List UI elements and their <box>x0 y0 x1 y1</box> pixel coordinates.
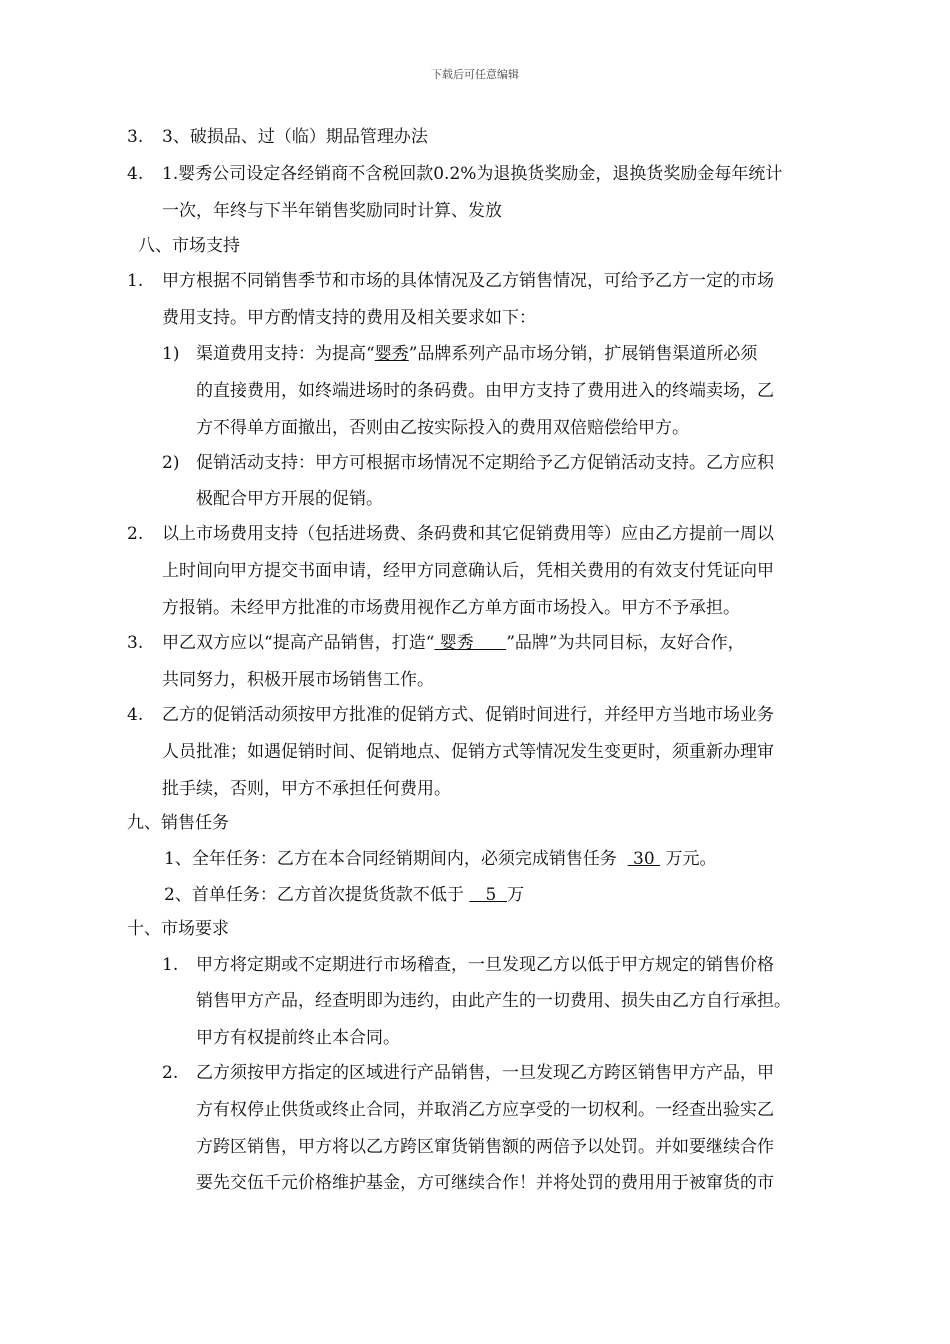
list-item-continuation: 批手续，否则，甲方不承担任何费用。 <box>162 779 451 799</box>
text-segment: ”品牌”为共同目标，友好合作， <box>506 633 745 653</box>
page-header: 下载后可任意编辑 <box>431 68 519 81</box>
first-order-value: 5 <box>469 885 508 905</box>
sub-list-number: 1) <box>162 344 180 364</box>
section-heading: 十、市场要求 <box>127 919 229 939</box>
text-segment: 甲乙双方应以“提高产品销售，打造“ <box>162 633 435 653</box>
sub-list-continuation: 极配合甲方开展的促销。 <box>196 489 383 509</box>
list-item-continuation: 方有权停止供货或终止合同，并取消乙方应享受的一切权利。一经查出验实乙 <box>196 1100 774 1120</box>
section-heading: 八、市场支持 <box>138 236 240 256</box>
list-number: 3. <box>127 633 144 653</box>
sub-list-item-text: 促销活动支持：甲方可根据市场情况不定期给予乙方促销活动支持。乙方应积 <box>196 453 774 473</box>
list-number: 2. <box>162 1063 179 1083</box>
task-line <box>164 849 716 869</box>
section-heading: 九、销售任务 <box>127 813 229 833</box>
list-item-text: 乙方须按甲方指定的区域进行产品销售，一旦发现乙方跨区销售甲方产品，甲 <box>196 1063 774 1083</box>
list-number: 4. <box>127 164 144 184</box>
list-item-text: 1.婴秀公司设定各经销商不含税回款0.2%为退换货奖励金，退换货奖励金每年统计 <box>162 164 783 184</box>
list-item-text: 以上市场费用支持（包括进场费、条码费和其它促销费用等）应由乙方提前一周以 <box>162 524 774 544</box>
list-number: 1. <box>162 955 179 975</box>
text-segment: 1、全年任务：乙方在本合同经销期间内，必须完成销售任务 <box>164 849 628 869</box>
list-number: 3. <box>127 127 144 147</box>
list-item-text <box>162 633 745 653</box>
text-segment: 万 <box>507 885 525 905</box>
list-item-continuation: 要先交伍千元价格维护基金，方可继续合作！并将处罚的费用用于被窜货的市 <box>196 1173 774 1193</box>
list-item-continuation: 方报销。未经甲方批准的市场费用视作乙方单方面市场投入。甲方不予承担。 <box>162 598 740 618</box>
list-number: 2. <box>127 524 144 544</box>
list-item-text: 3、破损品、过（临）期品管理办法 <box>162 127 428 147</box>
list-item-continuation: 方跨区销售，甲方将以乙方跨区窜货销售额的两倍予以处罚。并如要继续合作 <box>196 1137 774 1157</box>
list-item-continuation: 人员批准；如遇促销时间、促销地点、促销方式等情况发生变更时，须重新办理审 <box>162 742 774 762</box>
text-segment: 万元。 <box>660 849 717 869</box>
sub-list-continuation: 的直接费用，如终端进场时的条码费。由甲方支持了费用进入的终端卖场，乙 <box>196 381 774 401</box>
list-item-text: 甲方将定期或不定期进行市场稽查，一旦发现乙方以低于甲方规定的销售价格 <box>196 955 774 975</box>
text-segment: ”品牌系列产品市场分销，扩展销售渠道所必须 <box>408 344 758 364</box>
list-item-continuation: 甲方有权提前终止本合同。 <box>196 1028 400 1048</box>
text-segment: 2、首单任务：乙方首次提货货款不低于 <box>164 885 470 905</box>
list-item-continuation: 共同努力，积极开展市场销售工作。 <box>162 670 434 690</box>
list-item-continuation: 上时间向甲方提交书面申请，经甲方同意确认后，凭相关费用的有效支付凭证向甲 <box>162 561 774 581</box>
list-item-continuation: 费用支持。甲方酌情支持的费用及相关要求如下： <box>162 308 536 328</box>
sub-list-continuation: 方不得单方面撤出，否则由乙按实际投入的费用双倍赔偿给甲方。 <box>196 418 689 438</box>
text-segment: 渠道费用支持：为提高“ <box>196 344 375 364</box>
list-item-text: 甲方根据不同销售季节和市场的具体情况及乙方销售情况，可给予乙方一定的市场 <box>162 271 774 291</box>
list-item-text: 乙方的促销活动须按甲方批准的促销方式、促销时间进行，并经甲方当地市场业务 <box>162 705 774 725</box>
sub-list-number: 2) <box>162 453 180 473</box>
list-number: 1. <box>127 271 144 291</box>
list-item-continuation: 销售甲方产品，经查明即为违约，由此产生的一切费用、损失由乙方自行承担。 <box>196 991 791 1011</box>
underlined-brand: 婴秀 <box>434 633 507 653</box>
task-line <box>164 885 524 905</box>
annual-target-value: 30 <box>627 849 661 869</box>
underlined-brand: 婴秀 <box>374 344 409 364</box>
list-number: 4. <box>127 705 144 725</box>
list-item-continuation: 一次，年终与下半年销售奖励同时计算、发放 <box>162 201 502 221</box>
sub-list-item-text <box>196 344 757 364</box>
